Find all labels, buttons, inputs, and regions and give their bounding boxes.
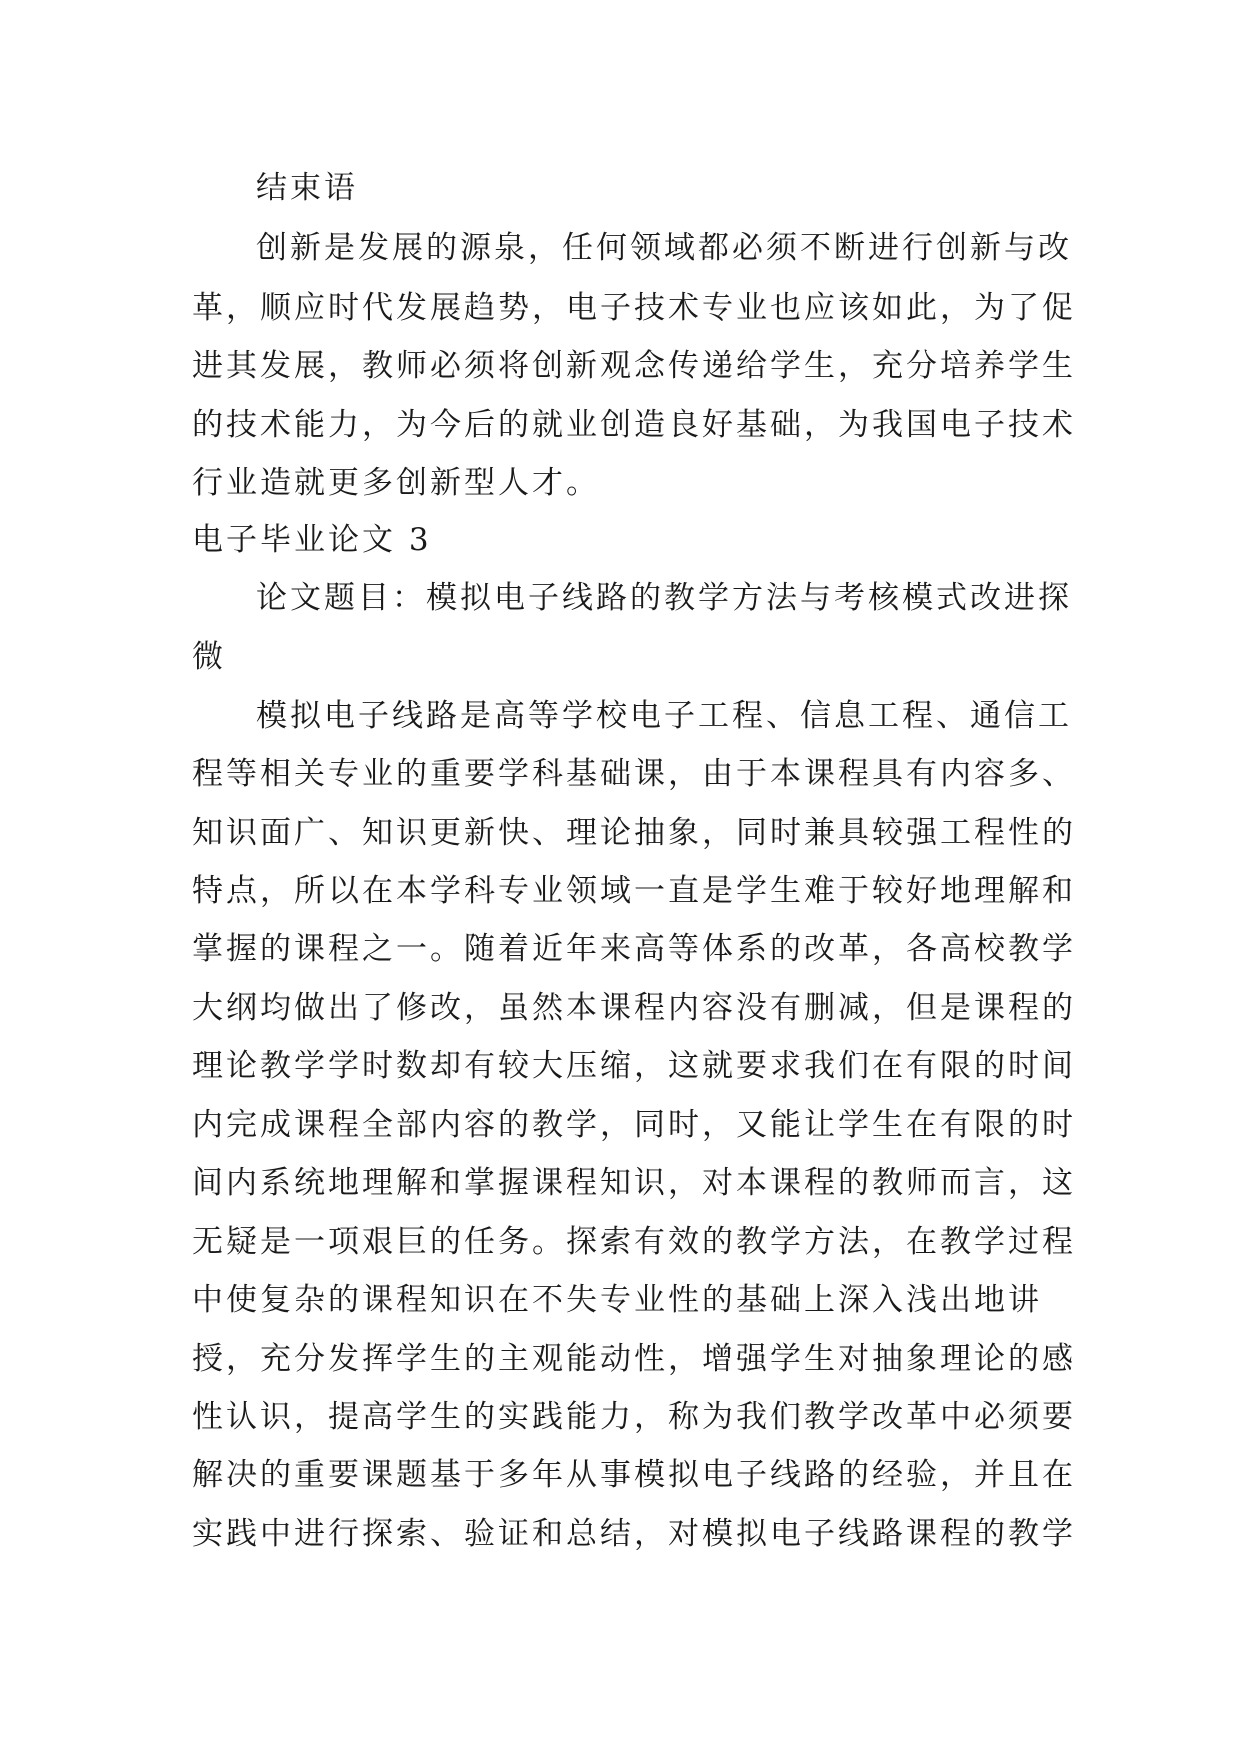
paragraph-line: 大纲均做出了修改，虽然本课程内容没有删减，但是课程的 bbox=[192, 990, 1076, 1026]
paragraph-line: 模拟电子线路是高等学校电子工程、信息工程、通信工 bbox=[256, 698, 1072, 734]
paragraph-line: 间内系统地理解和掌握课程知识，对本课程的教师而言，这 bbox=[192, 1165, 1076, 1201]
paragraph-line: 内完成课程全部内容的教学，同时，又能让学生在有限的时 bbox=[192, 1107, 1076, 1143]
paragraph-line: 进其发展，教师必须将创新观念传递给学生，充分培养学生 bbox=[192, 348, 1076, 384]
paragraph-line: 无疑是一项艰巨的任务。探索有效的教学方法，在教学过程 bbox=[192, 1224, 1076, 1260]
paragraph-line: 行业造就更多创新型人才。 bbox=[192, 465, 600, 501]
paragraph-line: 创新是发展的源泉，任何领域都必须不断进行创新与改 bbox=[256, 230, 1072, 266]
paragraph-line: 性认识，提高学生的实践能力，称为我们教学改革中必须要 bbox=[192, 1399, 1076, 1435]
paragraph-line: 理论教学学时数却有较大压缩，这就要求我们在有限的时间 bbox=[192, 1048, 1076, 1084]
paragraph-line: 特点，所以在本学科专业领域一直是学生难于较好地理解和 bbox=[192, 873, 1076, 909]
paragraph-line: 程等相关专业的重要学科基础课，由于本课程具有内容多、 bbox=[192, 756, 1076, 792]
paper-title-line: 微 bbox=[192, 639, 226, 675]
paragraph-line: 实践中进行探索、验证和总结，对模拟电子线路课程的教学 bbox=[192, 1516, 1076, 1552]
paragraph-line: 解决的重要课题基于多年从事模拟电子线路的经验，并且在 bbox=[192, 1457, 1076, 1493]
paragraph-line: 知识面广、知识更新快、理论抽象，同时兼具较强工程性的 bbox=[192, 815, 1076, 851]
paragraph-line: 授，充分发挥学生的主观能动性，增强学生对抽象理论的感 bbox=[192, 1341, 1076, 1377]
paragraph-line: 的技术能力，为今后的就业创造良好基础，为我国电子技术 bbox=[192, 407, 1076, 443]
paragraph-line: 革，顺应时代发展趋势，电子技术专业也应该如此，为了促 bbox=[192, 290, 1076, 326]
paper-title-line: 论文题目：模拟电子线路的教学方法与考核模式改进探 bbox=[256, 580, 1072, 616]
paragraph-line: 掌握的课程之一。随着近年来高等体系的改革，各高校教学 bbox=[192, 931, 1076, 967]
section-heading-paper-3: 电子毕业论文 3 bbox=[192, 522, 432, 558]
paragraph-line: 中使复杂的课程知识在不失专业性的基础上深入浅出地讲 bbox=[192, 1282, 1042, 1318]
section-heading-conclusion: 结束语 bbox=[256, 170, 358, 206]
